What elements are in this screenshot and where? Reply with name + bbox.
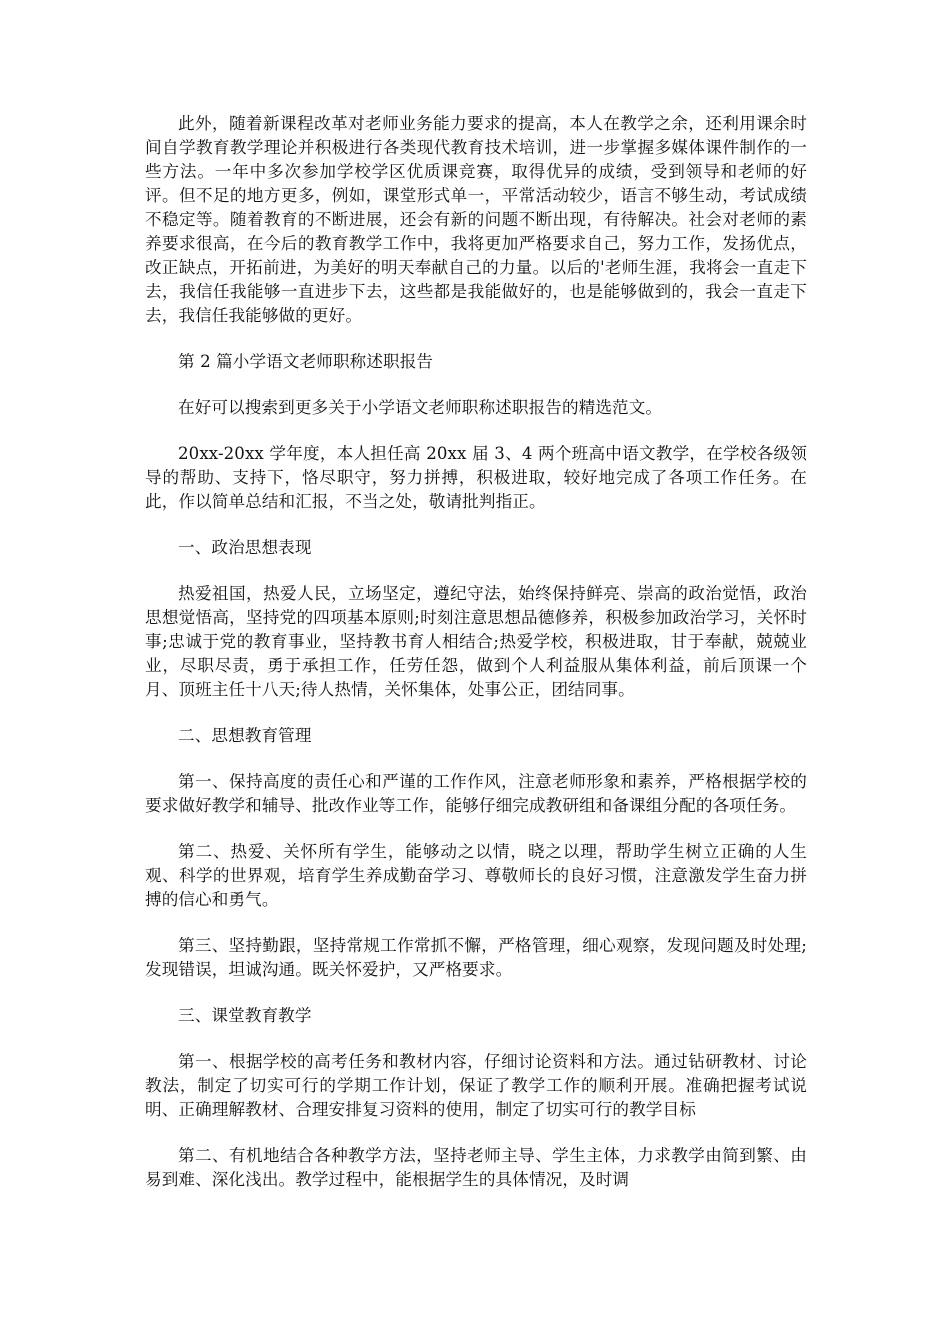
section-title-report-2: 第 2 篇小学语文老师职称述职报告 bbox=[178, 352, 434, 371]
heading-political-thought: 一、政治思想表现 bbox=[178, 538, 312, 557]
heading-classroom-teaching: 三、课堂教育教学 bbox=[178, 1006, 312, 1025]
paragraph-introduction: 20xx-20xx 学年度，本人担任高 20xx 届 3、4 两个班高中语文教学，在学校各级领导的帮助、支持下，恪尽职守，努力拼搏，积极进取，较好地完成了各项工作任务。在此，作以简单总结和汇报，不当之处，敬请批判指正。 bbox=[145, 444, 807, 511]
paragraph-education-first: 第一、保持高度的责任心和严谨的工作作风，注意老师形象和素养，严格根据学校的要求做好教学和辅导、批改作业等工作，能够仔细完成教研组和备课组分配的各项任务。 bbox=[145, 772, 807, 815]
paragraph-closing-remarks: 此外，随着新课程改革对老师业务能力要求的提高，本人在教学之余，还利用课余时间自学教育教学理论并积极进行各类现代教育技术培训，进一步掌握多媒体课件制作的一些方法。一年中多次参加学校学区优质课竞赛，取得优异的成绩，受到领导和老师的好评。但不足的地方更多，例如，课堂形式单一，平常活动较少，语言不够生动，考试成绩不稳定等。随着教育的不断进展，还会有新的问题不断出现，有待解决。社会对老师的素养要求很高，在今后的教育教学工作中，我将更加严格要求自己，努力工作，发扬优点，改正缺点，开拓前进，为美好的明天奉献自己的力量。以后的'老师生涯，我将会一直走下去，我信任我能够一直进步下去，这些都是我能做好的，也是能够做到的，我会一直走下去，我信任我能够做的更好。 bbox=[145, 114, 807, 325]
paragraph-teaching-first: 第一、根据学校的高考任务和教材内容，仔细讨论资料和方法。通过钻研教材、讨论教法，制定了切实可行的学期工作计划，保证了教学工作的顺利开展。准确把握考试说明、正确理解教材、合理安排复习资料的使用，制定了切实可行的教学目标 bbox=[145, 1052, 807, 1119]
paragraph-education-third: 第三、坚持勤跟，坚持常规工作常抓不懈，严格管理，细心观察，发现问题及时处理;发现错误，坦诚沟通。既关怀爱护，又严格要求。 bbox=[145, 936, 807, 979]
paragraph-education-second: 第二、热爱、关怀所有学生，能够动之以情，晓之以理，帮助学生树立正确的人生观、科学的世界观，培育学生养成勤奋学习、尊敬师长的良好习惯，注意激发学生奋力拼搏的信心和勇气。 bbox=[145, 842, 807, 909]
paragraph-teaching-second: 第二、有机地结合各种教学方法，坚持老师主导、学生主体，力求教学由简到繁、由易到难、深化浅出。教学过程中，能根据学生的具体情况，及时调 bbox=[145, 1146, 807, 1189]
paragraph-political-thought: 热爱祖国，热爱人民，立场坚定，遵纪守法，始终保持鲜亮、崇高的政治觉悟，政治思想觉悟高，坚持党的四项基本原则;时刻注意思想品德修养，积极参加政治学习，关怀时事;忠诚于党的教育事业，坚持教书育人相结合;热爱学校，积极进取，甘于奉献，兢兢业业，尽职尽责，勇于承担工作，任劳任怨，做到个人利益服从集体利益，前后顶课一个月、顶班主任十八天;待人热情，关怀集体，处事公正，团结同事。 bbox=[145, 584, 807, 699]
heading-ideological-education: 二、思想教育管理 bbox=[178, 726, 312, 745]
paragraph-search-note: 在好可以搜索到更多关于小学语文老师职称述职报告的精选范文。 bbox=[178, 398, 663, 417]
document-body bbox=[145, 112, 807, 1214]
